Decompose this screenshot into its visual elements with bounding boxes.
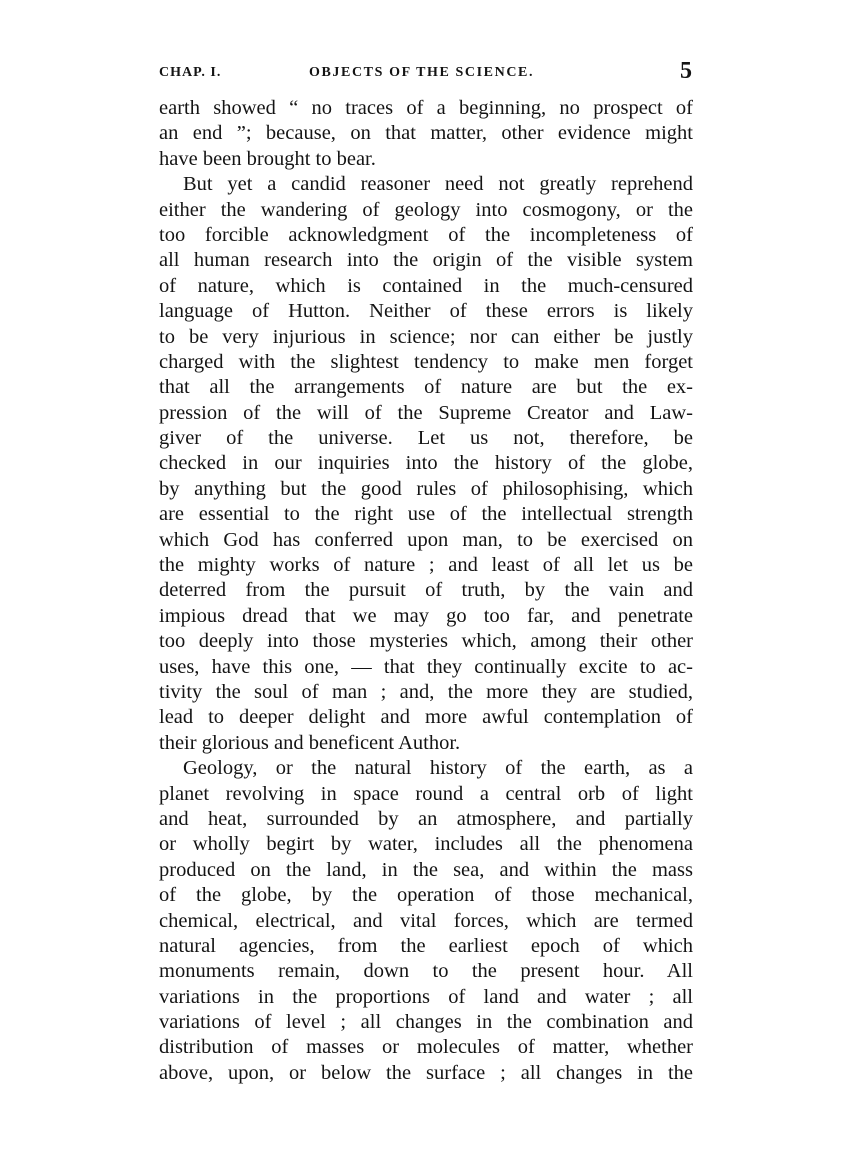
text-line: that all the arrangements of nature are but the ex- [159,376,693,399]
text-line: distribution of masses or molecules of matter, whether [159,1036,693,1059]
text-line: pression of the will of the Supreme Creator and Law- [159,401,693,424]
text-line: But yet a candid reasoner need not greatly reprehend [183,173,693,196]
running-title: OBJECTS OF THE SCIENCE. [309,65,535,80]
text-line: which God has conferred upon man, to be exercised on [159,528,693,551]
text-line: produced on the land, in the sea, and within the mass [159,858,693,881]
text-line: variations of level ; all changes in the combination and [159,1011,693,1034]
text-line: the mighty works of nature ; and least of all let us be [159,554,693,577]
text-line: either the wandering of geology into cosmogony, or the [159,198,693,221]
text-line: of the globe, by the operation of those mechanical, [159,884,693,907]
running-head [159,58,692,84]
text-line: by anything but the good rules of philosophising, which [159,477,693,500]
text-line: variations in the proportions of land and water ; all [159,985,693,1008]
text-line: deterred from the pursuit of truth, by the vain and [159,579,693,602]
text-line: charged with the slightest tendency to make men forget [159,350,693,373]
text-line: giver of the universe. Let us not, therefore, be [159,427,693,450]
text-line: natural agencies, from the earliest epoch of which [159,934,693,957]
text-line: language of Hutton. Neither of these errors is likely [159,300,693,323]
text-line: or wholly begirt by water, includes all the phenomena [159,833,693,856]
text-line: earth showed “ no traces of a beginning, no prospect of [159,97,693,119]
text-line: planet revolving in space round a central orb of light [159,782,693,805]
body-text [159,96,693,1086]
text-line: lead to deeper delight and more awful contemplation of [159,706,693,729]
text-line: checked in our inquiries into the history of the globe, [159,452,693,475]
paragraph-2 [159,172,693,756]
text-line: too forcible acknowledgment of the incompleteness of [159,223,693,246]
text-line: too deeply into those mysteries which, among their other [159,630,693,653]
text-line: uses, have this one, — that they continually excite to ac- [159,655,693,678]
text-line: chemical, electrical, and vital forces, which are termed [159,909,693,932]
chapter-label: CHAP. I. [159,65,222,80]
text-line: are essential to the right use of the intellectual strength [159,503,693,526]
text-line: of nature, which is contained in the much-censured [159,274,693,297]
paragraph-1 [159,96,693,172]
text-line: have been brought to bear. [159,147,376,170]
text-line: all human research into the origin of the visible system [159,249,693,272]
text-line: monuments remain, down to the present hour. All [159,960,693,983]
text-line: an end ”; because, on that matter, other evidence might [159,122,693,145]
text-line: above, upon, or below the surface ; all changes in the [159,1061,693,1084]
page-number: 5 [680,58,692,84]
paragraph-3 [159,756,693,1086]
text-line: to be very injurious in science; nor can either be justly [159,325,693,348]
text-line: impious dread that we may go too far, and penetrate [159,604,693,627]
text-line: their glorious and beneficent Author. [159,731,461,754]
text-line: and heat, surrounded by an atmosphere, and partially [159,807,693,830]
text-line: tivity the soul of man ; and, the more they are studied, [159,680,693,703]
text-line: Geology, or the natural history of the earth, as a [183,757,693,780]
